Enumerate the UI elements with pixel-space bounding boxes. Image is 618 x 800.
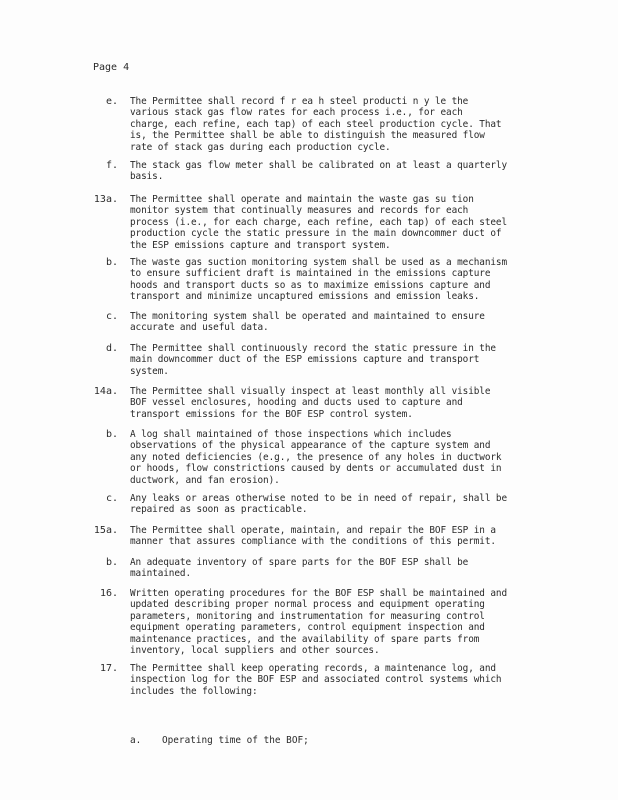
paragraph-number: 17. (99, 663, 118, 674)
text-line: various stack gas flow rates for each process i.e., for each (130, 107, 463, 119)
text-line: inspection log for the BOF ESP and associated control systems which (130, 674, 502, 686)
text-line: charge, each refine, each tap) of each steel production cycle. That (130, 118, 502, 130)
paragraph-number: d. (105, 343, 118, 354)
text-line: maintained. (130, 568, 191, 580)
text-line: basis. (130, 171, 164, 183)
text-line: is, the Permittee shall be able to distinguish the measured flow (130, 130, 485, 142)
text-line: The waste gas suction monitoring system shall be used as a mechanism (130, 257, 508, 268)
text-line: accurate and useful data. (130, 322, 269, 334)
paragraph-text (130, 160, 545, 183)
text-line: maintenance practices, and the availability of spare parts from (130, 633, 480, 645)
paragraph-number: 15a. (93, 525, 118, 536)
paragraph-text (130, 663, 545, 697)
paragraph-text (130, 429, 545, 486)
paragraph-text (130, 493, 545, 516)
paragraph-number: 16. (99, 588, 118, 599)
paragraph-number: 13a. (93, 194, 118, 205)
text-line: The Permittee shall record f r ea h steel producti n y le the (130, 96, 469, 107)
text-line: A log shall maintained of those inspections which includes (130, 429, 452, 440)
paragraph-text (130, 311, 545, 334)
text-line: repaired as soon as practicable. (130, 504, 308, 516)
text-line: transport and minimize uncaptured emissions and emission leaks. (130, 291, 480, 303)
text-line: Any leaks or areas otherwise noted to be in need of repair, shall be (130, 493, 508, 504)
text-line: the ESP emissions capture and transport system. (130, 239, 391, 251)
text-line: transport emissions for the BOF ESP control system. (130, 408, 413, 420)
paragraph-text (130, 96, 545, 153)
text-line: main downcommer duct of the ESP emissions capture and transport (130, 354, 480, 366)
text-line: includes the following: (130, 685, 258, 697)
paragraph-text (130, 343, 545, 377)
text-line: The Permittee shall operate, maintain, and repair the BOF ESP in a (130, 525, 496, 536)
text-line: BOF vessel enclosures, hooding and ducts used to capture and (130, 397, 463, 409)
text-line: updated describing proper normal process and equipment operating (130, 599, 485, 611)
text-line: The Permittee shall operate and maintain the waste gas su tion (130, 194, 474, 205)
text-line: production cycle the static pressure in the main downcommer duct of (130, 228, 502, 240)
text-line: rate of stack gas during each production cycle. (130, 141, 391, 153)
paragraph-number: e. (105, 96, 118, 107)
text-line: observations of the physical appearance of the capture system and (130, 440, 491, 452)
text-line: inventory, local suppliers and other sources. (130, 645, 380, 657)
paragraph-number: b. (105, 557, 118, 568)
paragraph-text (130, 525, 545, 548)
text-line: The monitoring system shall be operated and maintained to ensure (130, 311, 485, 322)
subitem-a (130, 735, 309, 746)
subitem-letter: a. (130, 735, 142, 746)
text-line: The Permittee shall keep operating records, a maintenance log, and (130, 663, 496, 674)
text-line: parameters, monitoring and instrumentation for measuring control (130, 610, 485, 622)
paragraph-text (130, 588, 545, 656)
text-line: An adequate inventory of spare parts for the BOF ESP shall be (130, 557, 469, 568)
text-line: system. (130, 365, 169, 377)
text-line: to ensure sufficient draft is maintained in the emissions capture (130, 268, 491, 280)
text-line: The Permittee shall continuously record the static pressure in the (130, 343, 496, 354)
text-line: or hoods, flow constrictions caused by dents or accumulated dust in (130, 463, 502, 475)
page-number: Page 4 (93, 62, 130, 73)
text-line: Written operating procedures for the BOF ESP shall be maintained and (130, 588, 508, 599)
text-line: process (i.e., for each charge, each refine, each tap) of each steel (130, 216, 508, 228)
paragraph-number: c. (105, 493, 118, 504)
paragraph-text (130, 386, 545, 420)
subitem-text: Operating time of the BOF; (162, 735, 309, 746)
paragraph-text (130, 257, 545, 303)
text-line: manner that assures compliance with the conditions of this permit. (130, 536, 496, 548)
paragraph-text (130, 557, 545, 580)
text-line: The stack gas flow meter shall be calibrated on at least a quarterly (130, 160, 508, 171)
text-line: monitor system that continually measures and records for each (130, 205, 469, 217)
paragraph-number: b. (105, 429, 118, 440)
paragraph-number: 14a. (93, 386, 118, 397)
paragraph-number: c. (105, 311, 118, 322)
text-line: equipment operating parameters, control equipment inspection and (130, 622, 485, 634)
paragraph-number: f. (105, 160, 118, 171)
text-line: hoods and transport ducts so as to maximize emissions capture and (130, 279, 491, 291)
paragraph-text (130, 194, 545, 251)
text-line: any noted deficiencies (e.g., the presence of any holes in ductwork (130, 451, 502, 463)
text-line: The Permittee shall visually inspect at least monthly all visible (130, 386, 491, 397)
paragraph-number: b. (105, 257, 118, 268)
text-line: ductwork, and fan erosion). (130, 474, 280, 486)
